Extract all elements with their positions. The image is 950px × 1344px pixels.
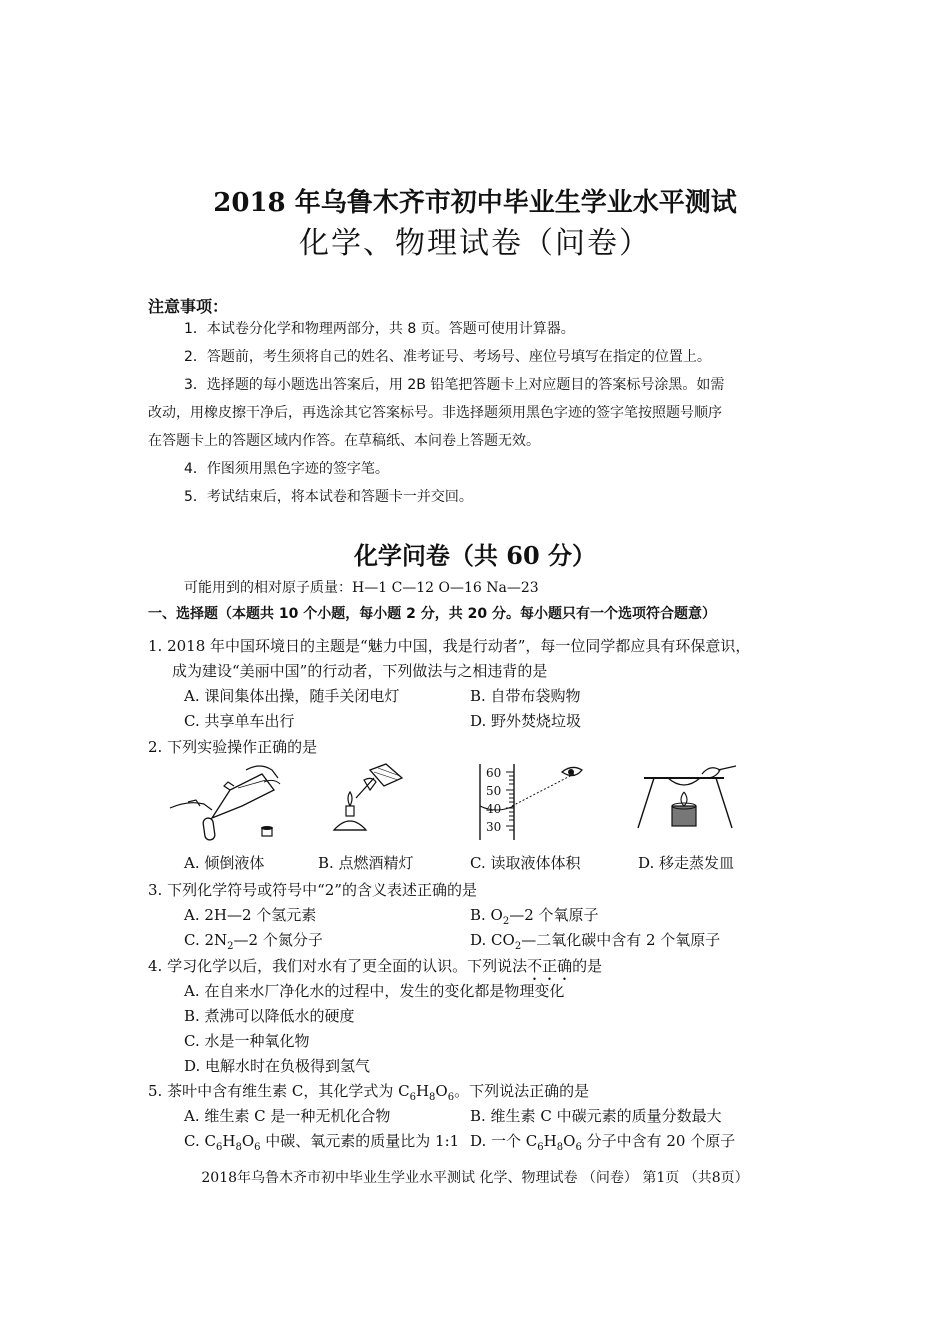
q5-option-b: B. 维生素 C 中碳元素的质量分数最大 — [470, 1107, 722, 1125]
q2-stem: 2. 下列实验操作正确的是 — [148, 738, 318, 756]
q2-option-c: C. 读取液体体积 — [470, 854, 581, 872]
notice-item-5: 5．考试结束后，将本试卷和答题卡一并交回。 — [184, 489, 473, 505]
q5-option-c: C. $C_6H_8O_6$ 中碳、氧元素的质量比为 1:1 — [184, 1132, 460, 1153]
q3-option-d: D. $CO_2—$二氧化碳中含有 2 个氧原子 — [470, 931, 721, 952]
q4-option-a: A. 在自来水厂净化水的过程中，发生的变化都是物理变化 — [184, 982, 565, 1000]
q2-option-b: B. 点燃酒精灯 — [318, 854, 414, 872]
q1-stem-line-1: 1. 2018 年中国环境日的主题是“魅力中国，我是行动者”，每一位同学都应具有环保意识， — [148, 637, 751, 655]
atomic-masses: 可能用到的相对原子质量：H—1 C—12 O—16 Na—23 — [184, 580, 539, 596]
q3-option-b: B. $O_2—2$ 个氧原子 — [470, 906, 599, 927]
figure-moving-evaporating-dish — [632, 762, 742, 842]
notice-heading: 注意事项： — [148, 297, 229, 316]
exam-title: 2018 年乌鲁木齐市初中毕业生学业水平测试 — [213, 188, 737, 218]
notice-item-3-line-1: 3．选择题的每小题选出答案后，用 2B 铅笔把答题卡上对应题目的答案标号涂黑。如需 — [184, 377, 725, 393]
q3-stem: 3. 下列化学符号或符号中“2”的含义表述正确的是 — [148, 881, 477, 899]
cylinder-tick-50: 50 — [486, 784, 502, 798]
cylinder-tick-40: 40 — [486, 802, 502, 816]
notice-item-4: 4．作图须用黑色字迹的签字笔。 — [184, 461, 389, 477]
notice-item-3-line-3: 在答题卡上的答题区域内作答。在草稿纸、本问卷上答题无效。 — [148, 433, 540, 449]
q1-stem-line-2: 成为建设“美丽中国”的行动者，下列做法与之相违背的是 — [172, 662, 548, 680]
page-footer: 2018年乌鲁木齐市初中毕业生学业水平测试 化学、物理试卷 （问卷） 第1页 （共8页） — [201, 1170, 749, 1186]
q4-option-d: D. 电解水时在负极得到氢气 — [184, 1057, 371, 1075]
q5-stem: 5. 茶叶中含有维生素 C，其化学式为 $C_6H_8O_6$。下列说法正确的是 — [148, 1082, 590, 1103]
q2-option-d: D. 移走蒸发皿 — [638, 854, 735, 872]
figure-lighting-alcohol-lamp — [326, 760, 416, 842]
q2-option-a: A. 倾倒液体 — [184, 854, 265, 872]
cylinder-tick-60: 60 — [486, 766, 502, 780]
notice-item-1: 1．本试卷分化学和物理两部分，共 8 页。答题可使用计算器。 — [184, 321, 575, 337]
part1-heading: 一、选择题（本题共 10 个小题，每小题 2 分，共 20 分。每小题只有一个选项符合题意） — [148, 606, 716, 622]
q1-option-b: B. 自带布袋购物 — [470, 687, 581, 705]
cylinder-tick-30: 30 — [486, 820, 502, 834]
q4-stem: 4. 学习化学以后，我们对水有了更全面的认识。下列说法不正确的是 — [148, 957, 603, 975]
q5-option-a: A. 维生素 C 是一种无机化合物 — [184, 1107, 391, 1125]
q3-option-a: A. 2H—2 个氢元素 — [184, 906, 317, 924]
q4-option-b: B. 煮沸可以降低水的硬度 — [184, 1007, 355, 1025]
figure-pouring-liquid — [168, 760, 288, 842]
exam-subtitle: 化学、物理试卷（问卷） — [299, 226, 651, 261]
section-title: 化学问卷（共 60 分） — [353, 541, 597, 570]
notice-item-3-line-2: 改动，用橡皮擦干净后，再选涂其它答案标号。非选择题须用黑色字迹的签字笔按照题号顺序 — [148, 405, 722, 421]
q4-option-c: C. 水是一种氧化物 — [184, 1032, 310, 1050]
q5-option-d: D. 一个 $C_6H_8O_6$ 分子中含有 20 个原子 — [470, 1132, 736, 1153]
q3-option-c: C. $2N_2—2$ 个氮分子 — [184, 931, 323, 952]
q1-option-a: A. 课间集体出操，随手关闭电灯 — [184, 687, 400, 705]
notice-item-2: 2．答题前，考生须将自己的姓名、准考证号、考场号、座位号填写在指定的位置上。 — [184, 349, 711, 365]
q1-option-c: C. 共享单车出行 — [184, 712, 295, 730]
q1-option-d: D. 野外焚烧垃圾 — [470, 712, 582, 730]
